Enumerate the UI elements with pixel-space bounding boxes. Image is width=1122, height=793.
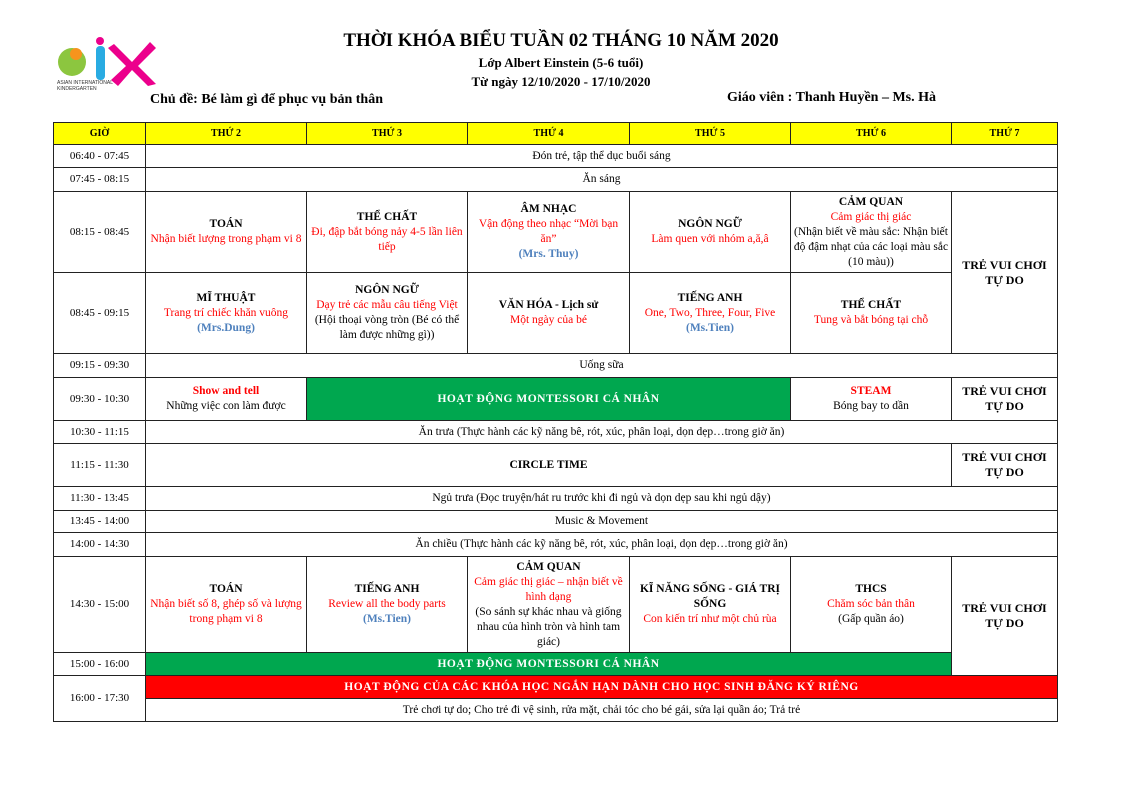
subject-title: CẢM QUAN xyxy=(838,195,904,208)
subject-note: (So sánh sự khác nhau và giống nhau của hình tròn và hình tam giác) xyxy=(475,605,622,648)
activity-cell: Ăn trưa (Thực hành các kỹ năng bê, rót, xúc, phân loại, dọn dẹp…trong giờ ăn) xyxy=(146,421,1058,444)
col-header-time: GIỜ xyxy=(54,123,146,145)
time-cell: 15:00 - 16:00 xyxy=(54,653,146,676)
subject-title: TOÁN xyxy=(209,218,243,230)
subject-desc: Vận động theo nhạc “Mời bạn ăn” xyxy=(478,218,619,245)
activity-cell xyxy=(146,557,307,653)
subject-desc: Trang trí chiếc khăn vuông xyxy=(163,306,289,319)
teacher-label: (Mrs. Thuy) xyxy=(518,248,579,260)
subject-desc: Nhận biết số 8, ghép số và lượng trong phạm vi 8 xyxy=(150,598,302,625)
activity-cell xyxy=(630,273,791,354)
subject-note: (Nhận biết về màu sắc: Nhận biết độ đậm nhạt của các loại màu sắc (10 màu)) xyxy=(793,225,949,268)
montessori-block: HOẠT ĐỘNG MONTESSORI CÁ NHÂN xyxy=(146,653,952,676)
activity-cell xyxy=(630,557,791,653)
time-cell: 08:45 - 09:15 xyxy=(54,273,146,354)
time-cell: 07:45 - 08:15 xyxy=(54,168,146,192)
activity-cell xyxy=(307,273,468,354)
activity-cell: Đón trẻ, tập thể dục buổi sáng xyxy=(146,145,1058,168)
activity-cell xyxy=(307,557,468,653)
time-cell: 09:30 - 10:30 xyxy=(54,378,146,421)
activity-cell xyxy=(791,273,952,354)
subject-desc: Những việc con làm được xyxy=(166,400,286,412)
teacher-label: (Ms.Tien) xyxy=(685,321,735,334)
subject-desc: Chăm sóc bản thân xyxy=(827,598,915,610)
sat-free-cell: TRẺ VUI CHƠI TỰ DO xyxy=(952,378,1058,421)
time-cell: 11:30 - 13:45 xyxy=(54,487,146,511)
activity-cell xyxy=(307,192,468,273)
activity-cell xyxy=(468,557,630,653)
col-header-fri: THỨ 6 xyxy=(791,123,952,145)
subject-title: THCS xyxy=(855,583,887,595)
subject-note: (Hội thoại vòng tròn (Bé có thể làm được những gì)) xyxy=(314,314,460,341)
activity-cell xyxy=(791,378,952,421)
logo-subtitle: ASIAN INTERNATIONAL KINDERGARTEN xyxy=(57,80,113,92)
header-row xyxy=(54,123,1058,145)
time-cell: 14:00 - 14:30 xyxy=(54,533,146,557)
teacher-names: Giáo viên : Thanh Huyền – Ms. Hà xyxy=(727,90,937,105)
activity-cell: Ngủ trưa (Đọc truyện/hát ru trước khi đi ngủ và dọn dẹp sau khi ngủ dậy) xyxy=(146,487,1058,511)
sat-free-cell: TRẺ VUI CHƠI TỰ DO xyxy=(952,192,1058,354)
time-cell: 11:15 - 11:30 xyxy=(54,444,146,487)
table-row xyxy=(54,444,1058,487)
activity-cell: Music & Movement xyxy=(146,511,1058,533)
table-row xyxy=(54,421,1058,444)
table-row xyxy=(54,168,1058,192)
subject-title: NGÔN NGỮ xyxy=(678,218,742,230)
subject-title: TIẾNG ANH xyxy=(677,291,743,304)
activity-cell xyxy=(468,192,630,273)
table-row xyxy=(54,533,1058,557)
subject-title: NGÔN NGỮ xyxy=(355,284,419,296)
subject-desc: Nhận biết lượng trong phạm vi 8 xyxy=(150,233,302,245)
subject-desc: Cảm giác thị giác xyxy=(830,210,912,223)
table-row xyxy=(54,145,1058,168)
subject-title: ÂM NHẠC xyxy=(520,203,577,215)
table-row xyxy=(54,378,1058,421)
subject-title: MĨ THUẬT xyxy=(196,291,256,304)
subject-desc: Bóng bay to dần xyxy=(833,400,909,412)
time-cell: 10:30 - 11:15 xyxy=(54,421,146,444)
short-course-block: HOẠT ĐỘNG CỦA CÁC KHÓA HỌC NGẮN HẠN DÀNH CHO HỌC SINH ĐĂNG KÝ RIÊNG xyxy=(146,676,1058,699)
col-header-mon: THỨ 2 xyxy=(146,123,307,145)
teacher-label: (Ms.Tien) xyxy=(362,613,412,625)
subject-desc: Review all the body parts xyxy=(328,598,446,610)
subject-desc: Dạy trẻ các mẫu câu tiếng Việt xyxy=(316,299,458,311)
col-header-thu: THỨ 5 xyxy=(630,123,791,145)
time-cell: 09:15 - 09:30 xyxy=(54,354,146,378)
subject-desc: Đi, đập bắt bóng nảy 4-5 lần liên tiếp xyxy=(311,225,463,253)
time-cell: 08:15 - 08:45 xyxy=(54,192,146,273)
subject-desc: One, Two, Three, Four, Five xyxy=(644,306,776,319)
subject-title: STEAM xyxy=(850,385,892,397)
table-row xyxy=(54,487,1058,511)
activity-cell xyxy=(630,192,791,273)
class-name: Lớp Albert Einstein (5-6 tuổi) xyxy=(478,55,644,70)
time-cell: 13:45 - 14:00 xyxy=(54,511,146,533)
col-header-wed: THỨ 4 xyxy=(468,123,630,145)
col-header-tue: THỨ 3 xyxy=(307,123,468,145)
activity-cell xyxy=(468,273,630,354)
subject-title: THỂ CHẤT xyxy=(356,210,418,223)
page-title: THỜI KHÓA BIỂU TUẦN 02 THÁNG 10 NĂM 2020 xyxy=(343,30,779,51)
activity-cell xyxy=(146,273,307,354)
activity-cell xyxy=(791,192,952,273)
table-row xyxy=(54,676,1058,699)
activity-cell: Uống sữa xyxy=(146,354,1058,378)
sat-free-cell: TRẺ VUI CHƠI TỰ DO xyxy=(952,557,1058,676)
subject-desc: Cảm giác thị giác – nhận biết về hình dạng xyxy=(474,575,623,603)
table-row xyxy=(54,192,1058,273)
time-cell: 16:00 - 17:30 xyxy=(54,676,146,722)
subject-desc: Làm quen với nhóm a,ă,â xyxy=(651,233,769,245)
table-row xyxy=(54,273,1058,354)
circle-time-block: CIRCLE TIME xyxy=(146,444,952,487)
subject-title: Show and tell xyxy=(192,385,260,397)
table-row xyxy=(54,354,1058,378)
activity-cell xyxy=(791,557,952,653)
subject-desc: Con kiến trí như một chủ rùa xyxy=(643,613,777,625)
subject-note: (Gấp quần áo) xyxy=(838,613,904,625)
subject-title: VĂN HÓA - Lịch sử xyxy=(498,299,599,311)
activity-cell xyxy=(146,192,307,273)
table-row xyxy=(54,511,1058,533)
table-row xyxy=(54,699,1058,722)
subject-title: KĨ NĂNG SỐNG - GIÁ TRỊ SỐNG xyxy=(639,583,781,610)
subject-title: TIẾNG ANH xyxy=(354,583,420,595)
subject-desc: Tung và bắt bóng tại chỗ xyxy=(813,314,929,326)
activity-cell xyxy=(146,378,307,421)
subject-title: CẢM QUAN xyxy=(516,560,581,573)
col-header-sat: THỨ 7 xyxy=(952,123,1058,145)
subject-title: TOÁN xyxy=(209,583,243,595)
date-range: Từ ngày 12/10/2020 - 17/10/2020 xyxy=(471,74,651,89)
time-cell: 06:40 - 07:45 xyxy=(54,145,146,168)
table-row xyxy=(54,557,1058,653)
subject-desc: Một ngày của bé xyxy=(510,314,587,326)
teacher-label: (Mrs.Dung) xyxy=(197,321,255,334)
topic: Chủ đề: Bé làm gì để phục vụ bản thân xyxy=(150,92,384,107)
sat-free-cell: TRẺ VUI CHƠI TỰ DO xyxy=(952,444,1058,487)
activity-cell: Ăn sáng xyxy=(146,168,1058,192)
schedule-table xyxy=(53,122,1058,722)
subject-title: THỂ CHẤT xyxy=(840,299,902,311)
table-row xyxy=(54,653,1058,676)
activity-cell: Trẻ chơi tự do; Cho trẻ đi vệ sinh, rửa mặt, chải tóc cho bé gái, sửa lại quần áo; Trả trẻ xyxy=(146,699,1058,722)
montessori-block: HOẠT ĐỘNG MONTESSORI CÁ NHÂN xyxy=(307,378,791,421)
activity-cell: Ăn chiều (Thực hành các kỹ năng bê, rót, xúc, phân loại, dọn dẹp…trong giờ ăn) xyxy=(146,533,1058,557)
time-cell: 14:30 - 15:00 xyxy=(54,557,146,653)
